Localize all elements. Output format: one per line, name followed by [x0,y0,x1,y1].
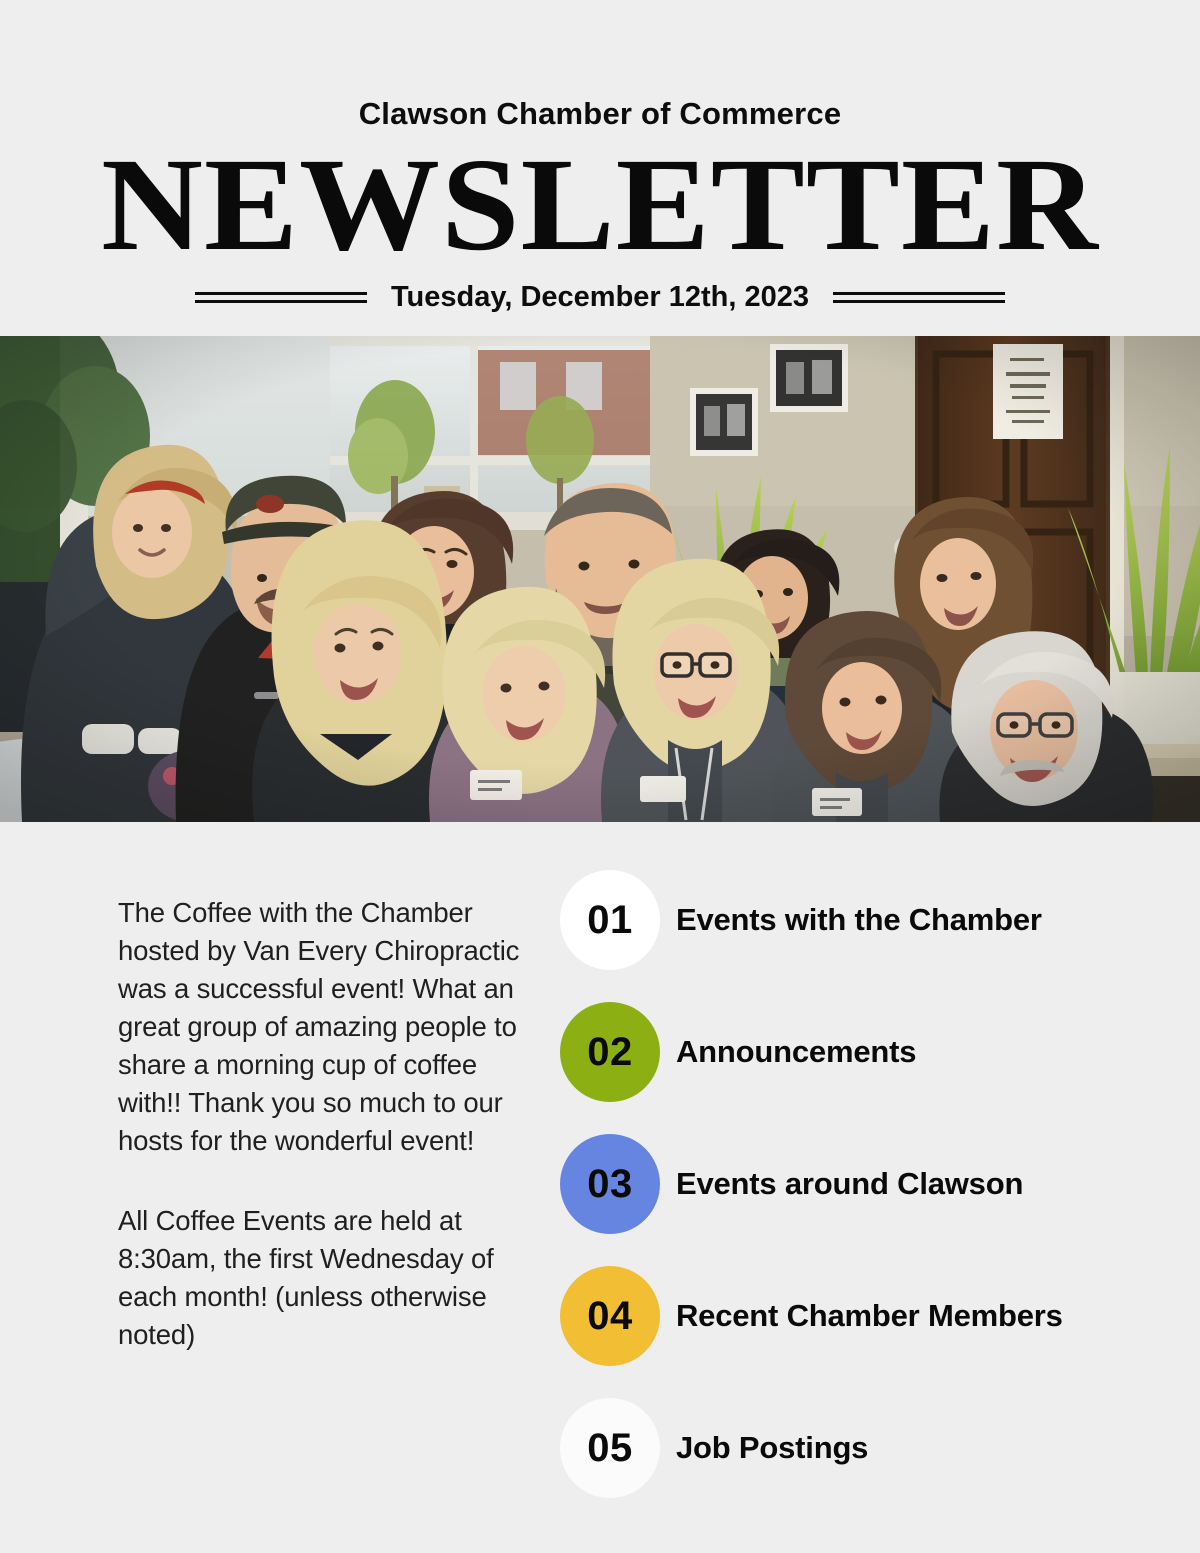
page-title: NEWSLETTER [101,130,1099,278]
article-paragraph-1: The Coffee with the Chamber hosted by Van Every Chiropractic was a successful event! What an great group of amazing people to share a morning cup of coffee with!! Thank you so much to our hosts for the wonderful event! [118,897,520,1157]
toc-item-job-postings[interactable] [560,1382,1200,1514]
toc-label-job-postings: Job Postings [676,1430,869,1465]
toc-number-badge-01: 01 [560,870,660,970]
lower-content [0,822,1200,1553]
toc-label-recent-chamber-members: Recent Chamber Members [676,1298,1063,1333]
hero-photo-illustration [0,336,1200,822]
hero-photo [0,336,1200,822]
toc-item-events-with-the-chamber[interactable] [560,854,1200,986]
rule-right-decoration [833,292,1005,303]
toc-number-badge-02: 02 [560,1002,660,1102]
table-of-contents [560,822,1200,1553]
toc-number-badge-05: 05 [560,1398,660,1498]
masthead [0,0,1200,312]
toc-item-events-around-clawson[interactable] [560,1118,1200,1250]
toc-number-badge-03: 03 [560,1134,660,1234]
toc-item-announcements[interactable] [560,986,1200,1118]
toc-label-events-around-clawson: Events around Clawson [676,1166,1024,1201]
toc-label-announcements: Announcements [676,1034,917,1069]
toc-item-recent-chamber-members[interactable] [560,1250,1200,1382]
date-row [0,283,1200,312]
article-paragraph-2: All Coffee Events are held at 8:30am, the first Wednesday of each month! (unless otherwise noted) [118,1204,494,1350]
toc-label-events-with-the-chamber: Events with the Chamber [676,902,1042,937]
rule-left-decoration [195,292,367,303]
organization-name: Clawson Chamber of Commerce [358,96,842,131]
toc-number-badge-04: 04 [560,1266,660,1366]
issue-date: Tuesday, December 12th, 2023 [390,281,810,314]
article-column [0,822,560,1553]
